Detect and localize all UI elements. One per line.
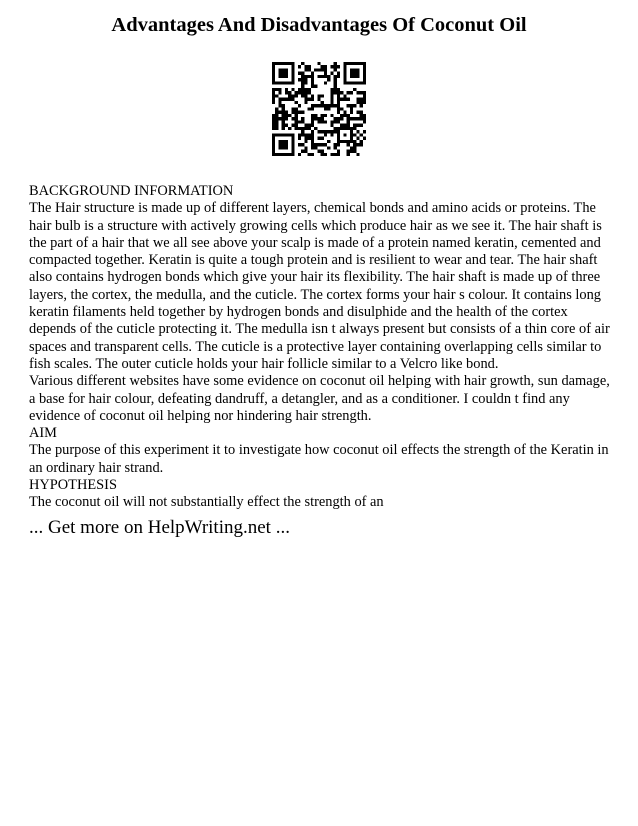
heading-background: BACKGROUND INFORMATION: [29, 183, 234, 199]
paragraph-websites: Various different websites have some evidence on coconut oil helping with hair growth, sun damage, a base for hair colour, defeating dandruff, a detangler, and as a conditioner. I couldn t find any evidence of coconut oil helping nor hindering hair strength.: [29, 373, 610, 424]
document-title: Advantages And Disadvantages Of Coconut Oil: [111, 14, 527, 36]
qr-code-icon: [272, 62, 366, 156]
paragraph-aim: The purpose of this experiment it to investigate how coconut oil effects the strength of the Keratin in an ordinary hair strand.: [29, 442, 609, 476]
document-body: [29, 183, 613, 512]
heading-aim: AIM: [29, 425, 57, 442]
get-more-link[interactable]: ... Get more on HelpWriting.net ...: [29, 517, 290, 538]
paragraph-hypothesis: The coconut oil will not substantially effect the strength of an: [29, 494, 384, 511]
paragraph-hair-structure: The Hair structure is made up of different layers, chemical bonds and amino acids or proteins. The hair bulb is a structure with actively growing cells which produce hair as we see it. The hair shaft is the part of a hair that we all see above your scalp is made of a protein named keratin, cemented and compacted together. Keratin is quite a tough protein and is resilient to wear and tear. The hair shaft also contains hydrogen bonds which give your hair its flexibility. The hair shaft is made up of three layers, the cortex, the medulla, and the cuticle. The cortex forms your hair s colour. It contains long keratin filaments held together by hydrogen bonds and disulphide and the health of the cortex depends of the cuticle protecting it. The medulla isn t always present but consists of a thin core of air spaces and transparent cells. The cuticle is a protective layer containing overlapping cells similar to fish scales. The outer cuticle holds your hair follicle similar to a Velcro like bond.: [29, 200, 610, 372]
heading-hypothesis: HYPOTHESIS: [29, 477, 117, 494]
